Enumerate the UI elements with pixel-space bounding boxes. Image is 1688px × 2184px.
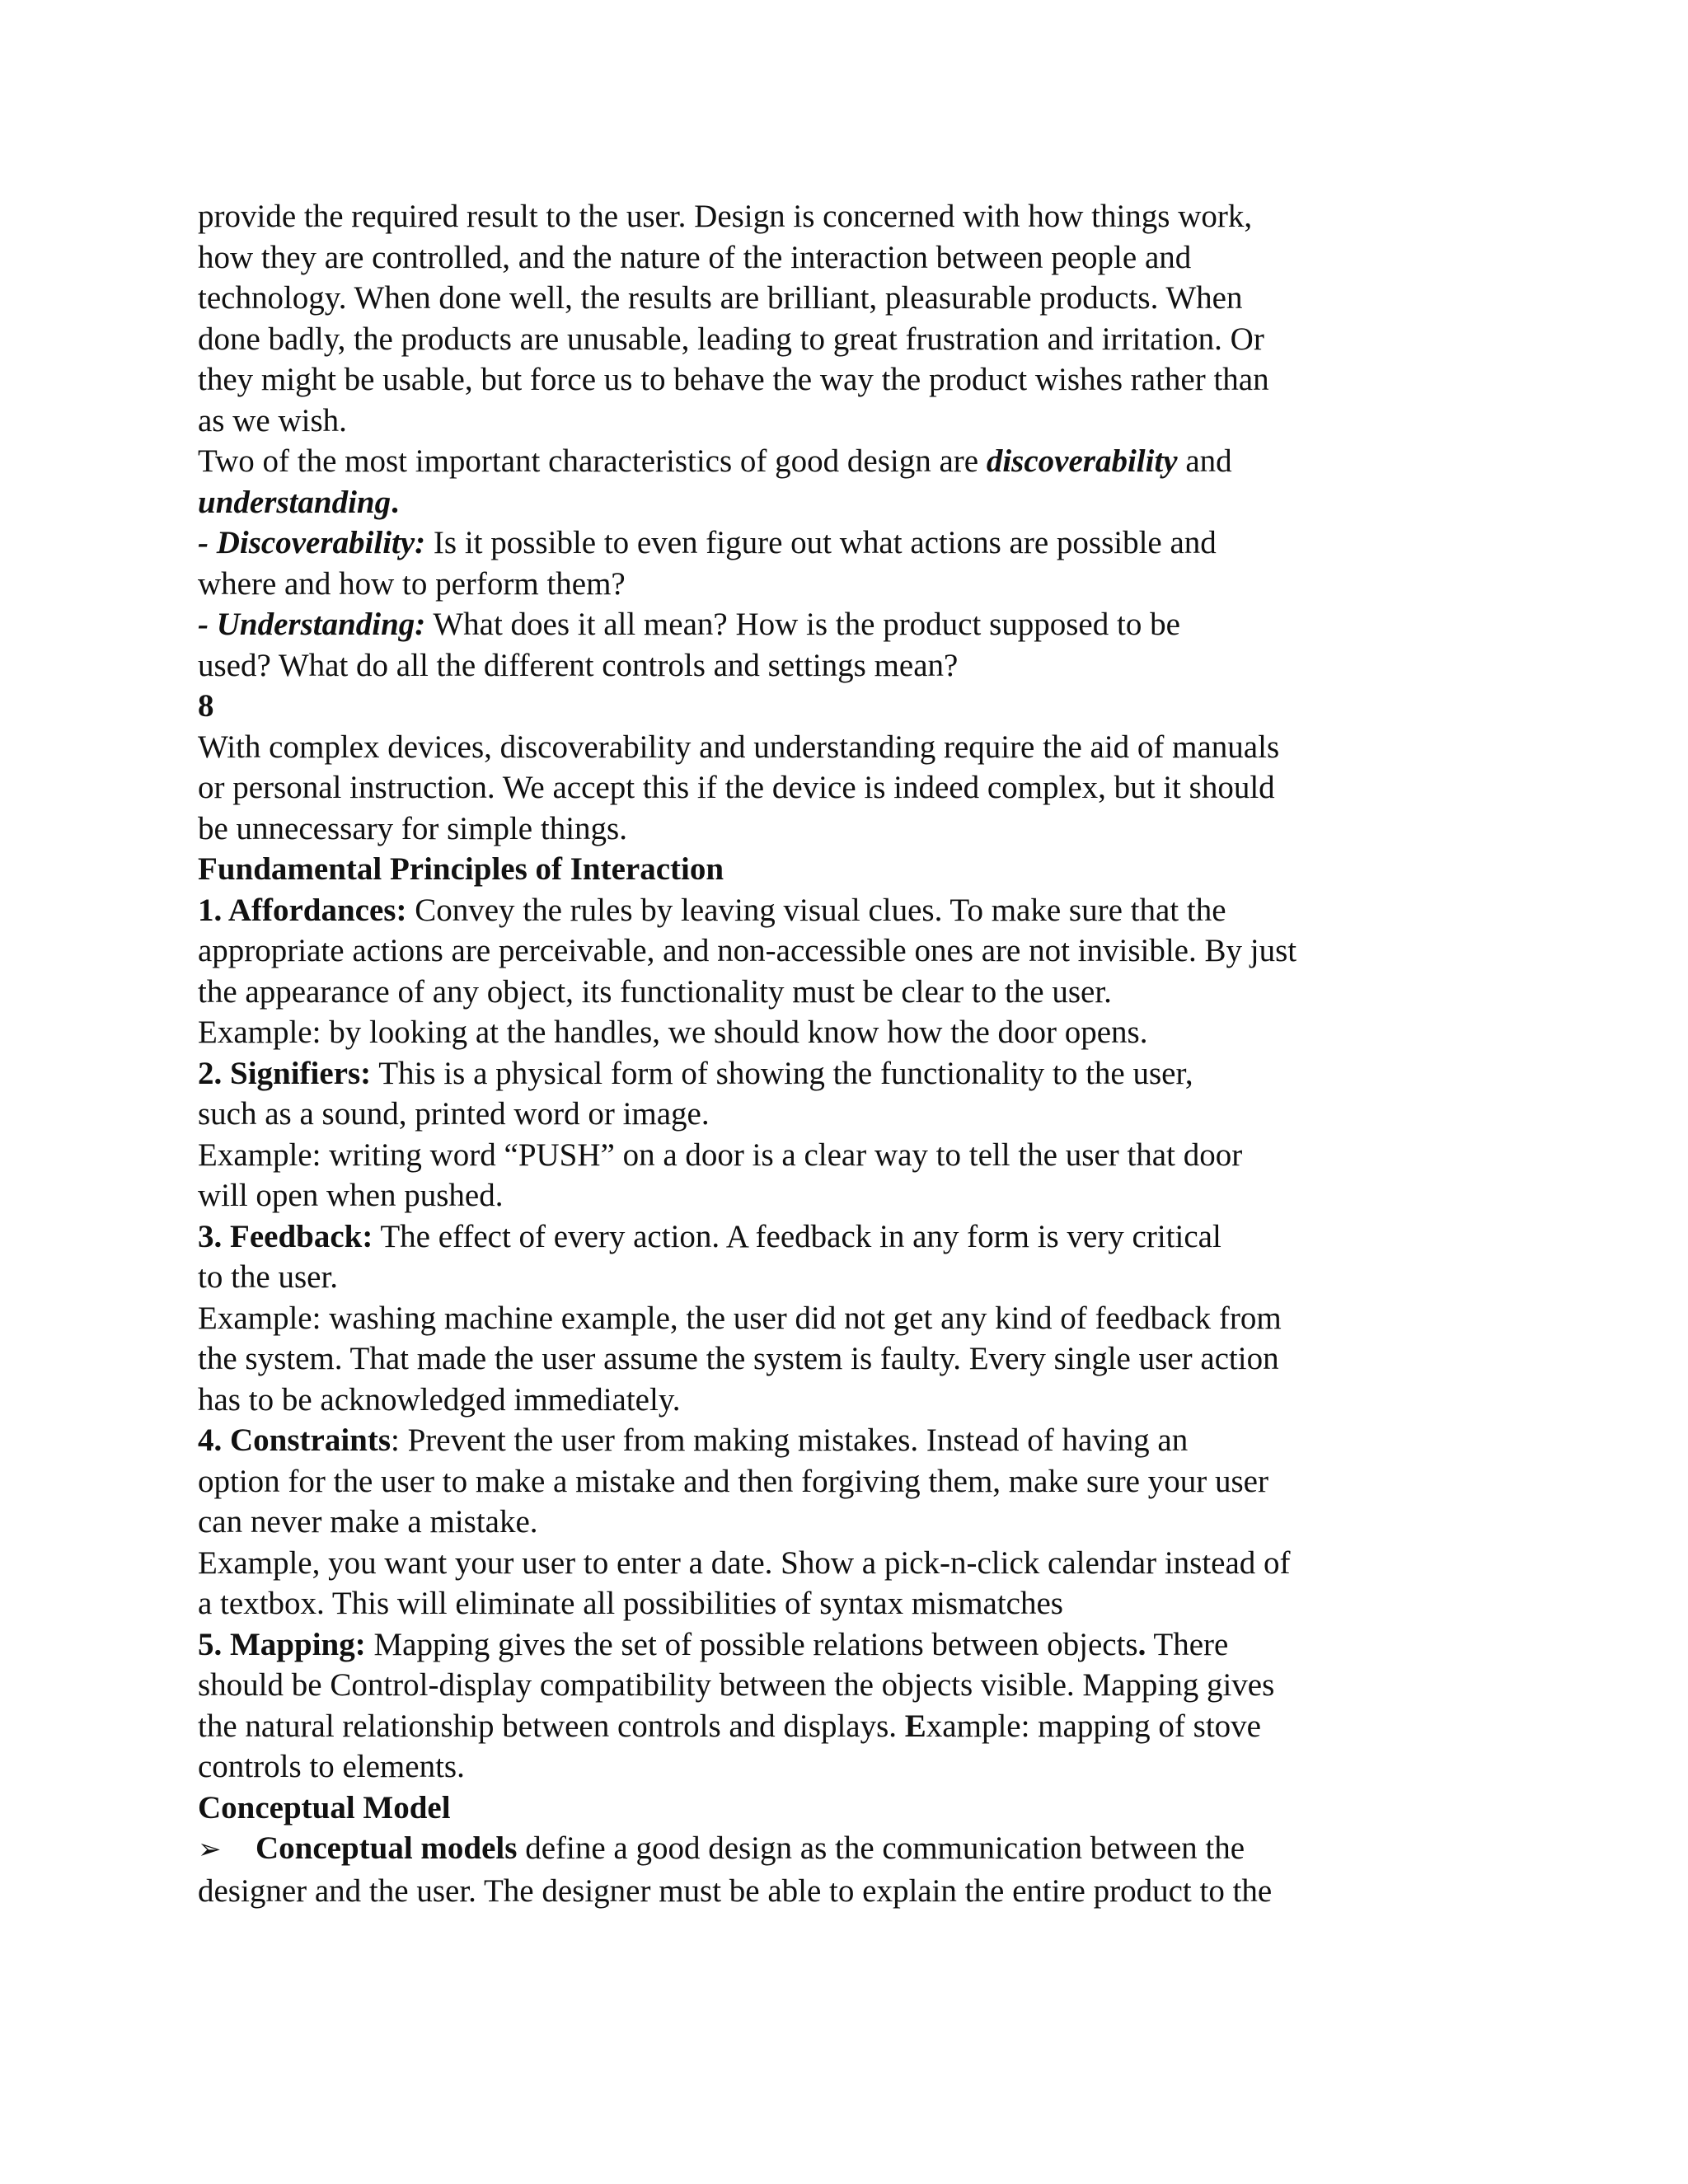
understanding-term: - Understanding: (198, 607, 426, 642)
mapping-example-text: xample: mapping of stove (926, 1708, 1261, 1744)
body-text-line: how they are controlled, and the nature of the interaction between people and (198, 239, 1192, 275)
characteristics-text: Two of the most important characteristics of good design are (198, 443, 987, 479)
affordances-term: 1. Affordances: (198, 892, 407, 928)
mapping-text-end: There (1146, 1626, 1229, 1662)
body-text-line: the appearance of any object, its functionality must be clear to the user. (198, 973, 1112, 1010)
feedback-example: Example: washing machine example, the user did not get any kind of feedback from (198, 1300, 1282, 1336)
constraints-text: : Prevent the user from making mistakes. Instead of having an (391, 1422, 1189, 1458)
discoverability-emphasis: discoverability (986, 443, 1178, 479)
mapping-item (198, 1624, 1599, 1666)
constraints-term: 4. Constraints (198, 1422, 392, 1458)
body-text-line: should be Control-display compatibility between the objects visible. Mapping gives (198, 1667, 1275, 1703)
body-text-line: can never make a mistake. (198, 1504, 538, 1540)
body-text-line: or personal instruction. We accept this if the device is indeed complex, but it should (198, 770, 1275, 805)
discoverability-text: Is it possible to even figure out what actions are possible and (425, 525, 1217, 560)
discoverability-definition (198, 523, 1599, 564)
affordances-item (198, 890, 1599, 931)
understanding-text: What does it all mean? How is the product supposed to be (425, 607, 1180, 642)
body-text-line: to the user. (198, 1259, 339, 1295)
understanding-definition (198, 604, 1599, 645)
body-text-line: will open when pushed. (198, 1178, 504, 1213)
characteristics-period: . (391, 484, 399, 520)
body-text-line: as we wish. (198, 402, 347, 438)
body-text-line: be unnecessary for simple things. (198, 810, 627, 846)
body-text-line: has to be acknowledged immediately. (198, 1381, 681, 1418)
body-text-line: the system. That made the user assume the system is faulty. Every single user action (198, 1341, 1279, 1376)
body-text-line: controls to elements. (198, 1749, 465, 1784)
constraints-item (198, 1420, 1599, 1461)
body-text-line: where and how to perform them? (198, 565, 626, 602)
body-text-line: appropriate actions are perceivable, and non-accessible ones are not invisible. By just (198, 933, 1297, 968)
signifiers-text: This is a physical form of showing the functionality to the user, (371, 1055, 1193, 1091)
affordances-text: Convey the rules by leaving visual clues. To make sure that the (406, 892, 1226, 928)
signifiers-example: Example: writing word “PUSH” on a door is a clear way to tell the user that door (198, 1137, 1243, 1173)
signifiers-term: 2. Signifiers: (198, 1055, 372, 1091)
principles-heading: Fundamental Principles of Interaction (198, 851, 724, 887)
conceptual-heading: Conceptual Model (198, 1789, 451, 1825)
body-text-line: provide the required result to the user. Design is concerned with how things work, (198, 199, 1253, 234)
mapping-dot: . (1137, 1626, 1146, 1662)
mapping-text: Mapping gives the set of possible relations between objects (365, 1626, 1138, 1662)
body-text-line: they might be usable, but force us to behave the way the product wishes rather than (198, 362, 1269, 397)
discoverability-term: - Discoverability: (198, 525, 426, 560)
constraints-example: Example, you want your user to enter a date. Show a pick-n-click calendar instead of (198, 1544, 1291, 1581)
mapping-example-line (198, 1706, 1599, 1747)
characteristics-line-2 (198, 482, 1599, 523)
understanding-emphasis: understanding (198, 484, 392, 520)
body-text-line: done badly, the products are unusable, leading to great frustration and irritation. Or (198, 321, 1264, 357)
body-text-line: used? What do all the different controls and settings mean? (198, 647, 959, 683)
body-text-line: option for the user to make a mistake and then forgiving them, make sure your user (198, 1463, 1268, 1499)
feedback-item (198, 1216, 1599, 1258)
mapping-example-initial: E (904, 1708, 926, 1744)
conceptual-term: Conceptual models (256, 1830, 518, 1866)
conceptual-bullet-item (198, 1828, 1599, 1871)
arrowhead-bullet-icon: ➢ (198, 1833, 222, 1866)
body-text-line: With complex devices, discoverability and understanding require the aid of manuals (198, 729, 1280, 765)
characteristics-line (198, 441, 1599, 482)
feedback-text: The effect of every action. A feedback in any form is very critical (373, 1218, 1221, 1254)
conceptual-text: define a good design as the communication between the (517, 1830, 1245, 1866)
characteristics-and: and (1177, 443, 1232, 479)
body-text-line: designer and the user. The designer must be able to explain the entire product to the (198, 1872, 1273, 1909)
body-text-line: such as a sound, printed word or image. (198, 1096, 710, 1132)
page-number: 8 (198, 688, 214, 724)
document-page (198, 196, 1599, 1911)
affordances-example: Example: by looking at the handles, we should know how the door opens. (198, 1015, 1148, 1050)
mapping-text: the natural relationship between controls and displays. (198, 1708, 905, 1744)
signifiers-item (198, 1053, 1599, 1094)
body-text-line: technology. When done well, the results are brilliant, pleasurable products. When (198, 280, 1243, 316)
feedback-term: 3. Feedback: (198, 1218, 373, 1254)
mapping-term: 5. Mapping: (198, 1626, 366, 1662)
body-text-line: a textbox. This will eliminate all possibilities of syntax mismatches (198, 1586, 1063, 1621)
